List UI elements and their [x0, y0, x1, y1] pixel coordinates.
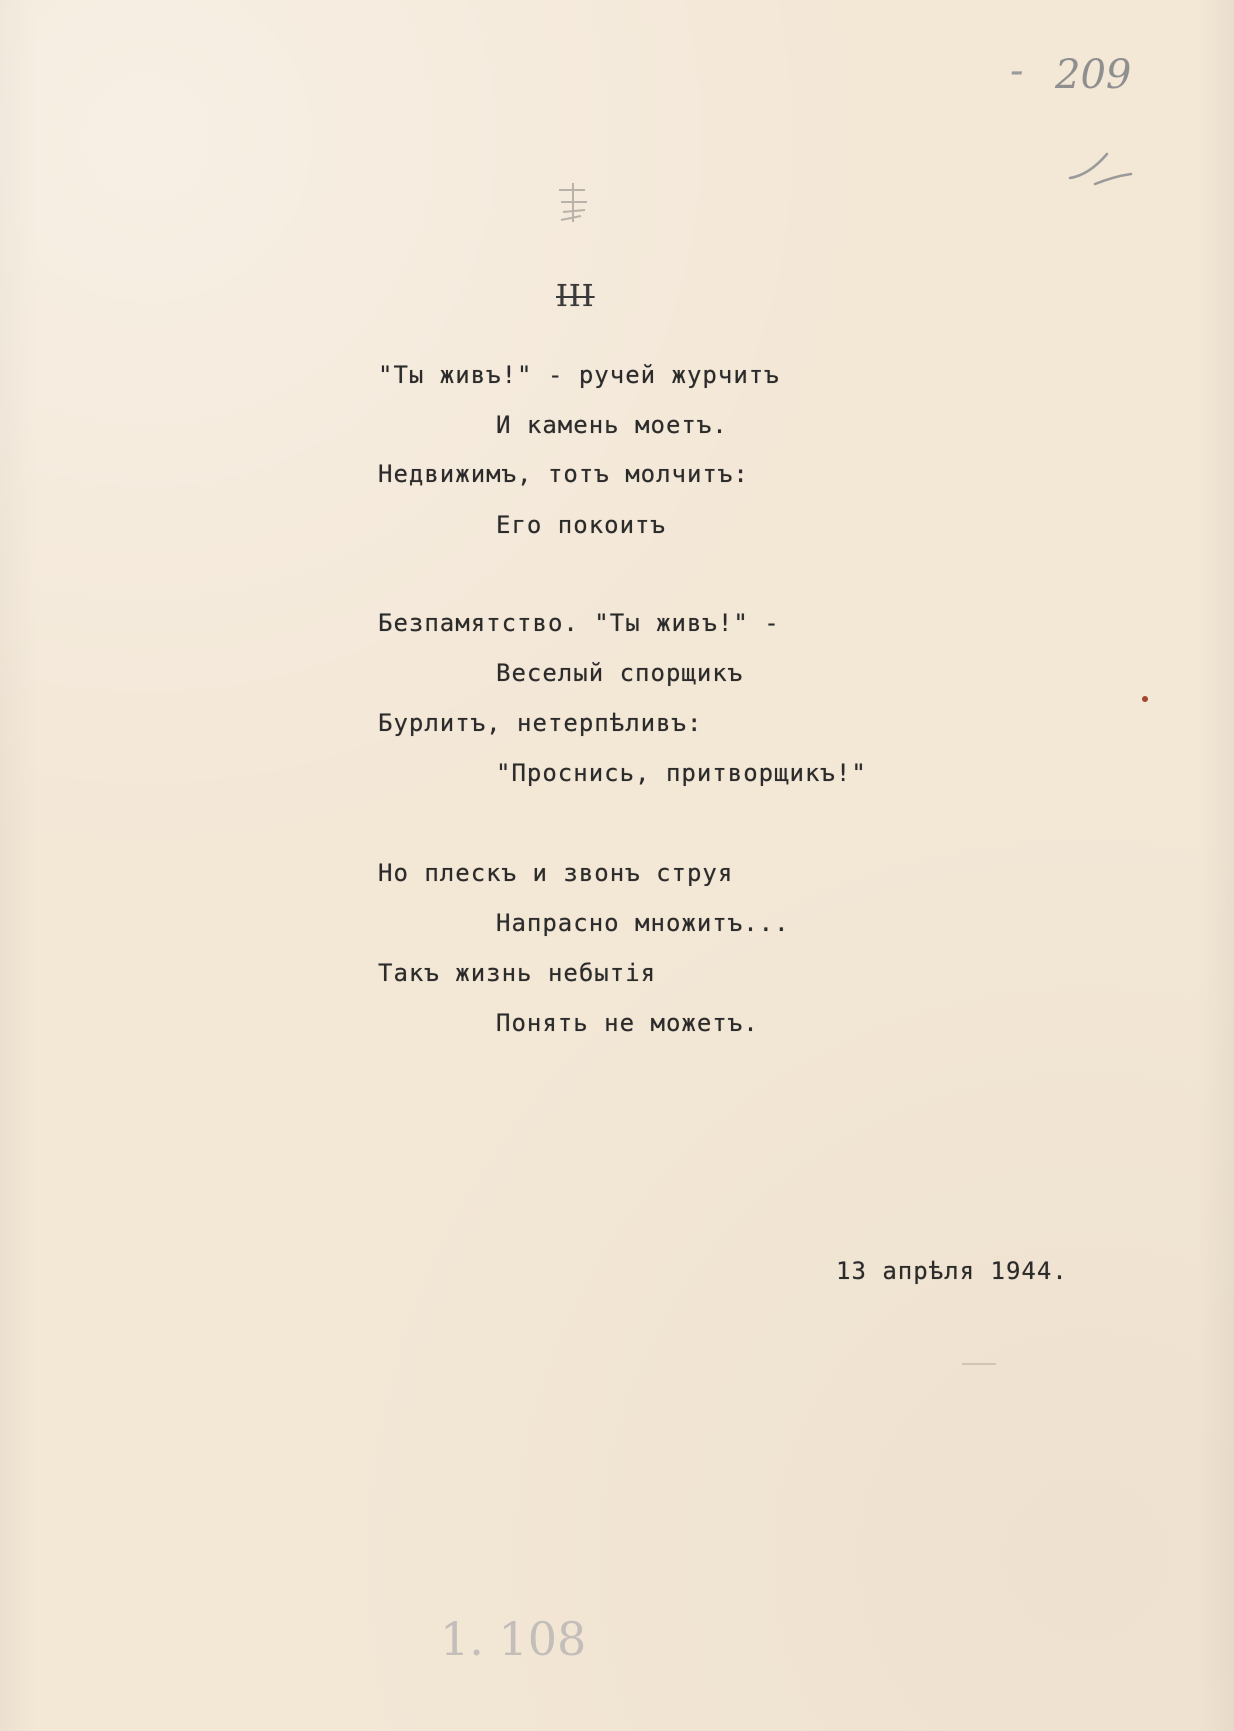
check-mark-icon — [1065, 150, 1135, 195]
poem-line: Напрасно множитъ... — [496, 909, 790, 937]
pencil-scribble-icon — [555, 180, 595, 225]
pencil-dash-icon — [960, 1360, 1000, 1368]
poem-line: Недвижимъ, тотъ молчитъ: — [378, 460, 749, 488]
handwritten-page-number: 209 — [1055, 52, 1132, 98]
archive-folio-number: 1. 108 — [440, 1612, 587, 1666]
section-number: III — [556, 279, 595, 314]
poem-line: Его покоитъ — [496, 511, 666, 539]
poem-line: Такъ жизнь небытія — [378, 959, 657, 987]
poem-line: "Ты живъ!" - ручей журчитъ — [378, 361, 780, 389]
poem-date: 13 апрѣля 1944. — [836, 1257, 1068, 1285]
handwritten-dash: - — [1010, 48, 1024, 94]
poem-line: Понять не можетъ. — [496, 1009, 759, 1037]
poem-line: Безпамятство. "Ты живъ!" - — [378, 609, 780, 637]
poem-line: Но плескъ и звонъ струя — [378, 859, 734, 887]
poem-line: Веселый спорщикъ — [496, 659, 744, 687]
red-dot-icon — [1140, 694, 1150, 704]
poem-line: И камень моетъ. — [496, 411, 728, 439]
poem-line: Бурлитъ, нетерпѣливъ: — [378, 709, 703, 737]
poem-line: "Проснись, притворщикъ!" — [496, 759, 867, 787]
